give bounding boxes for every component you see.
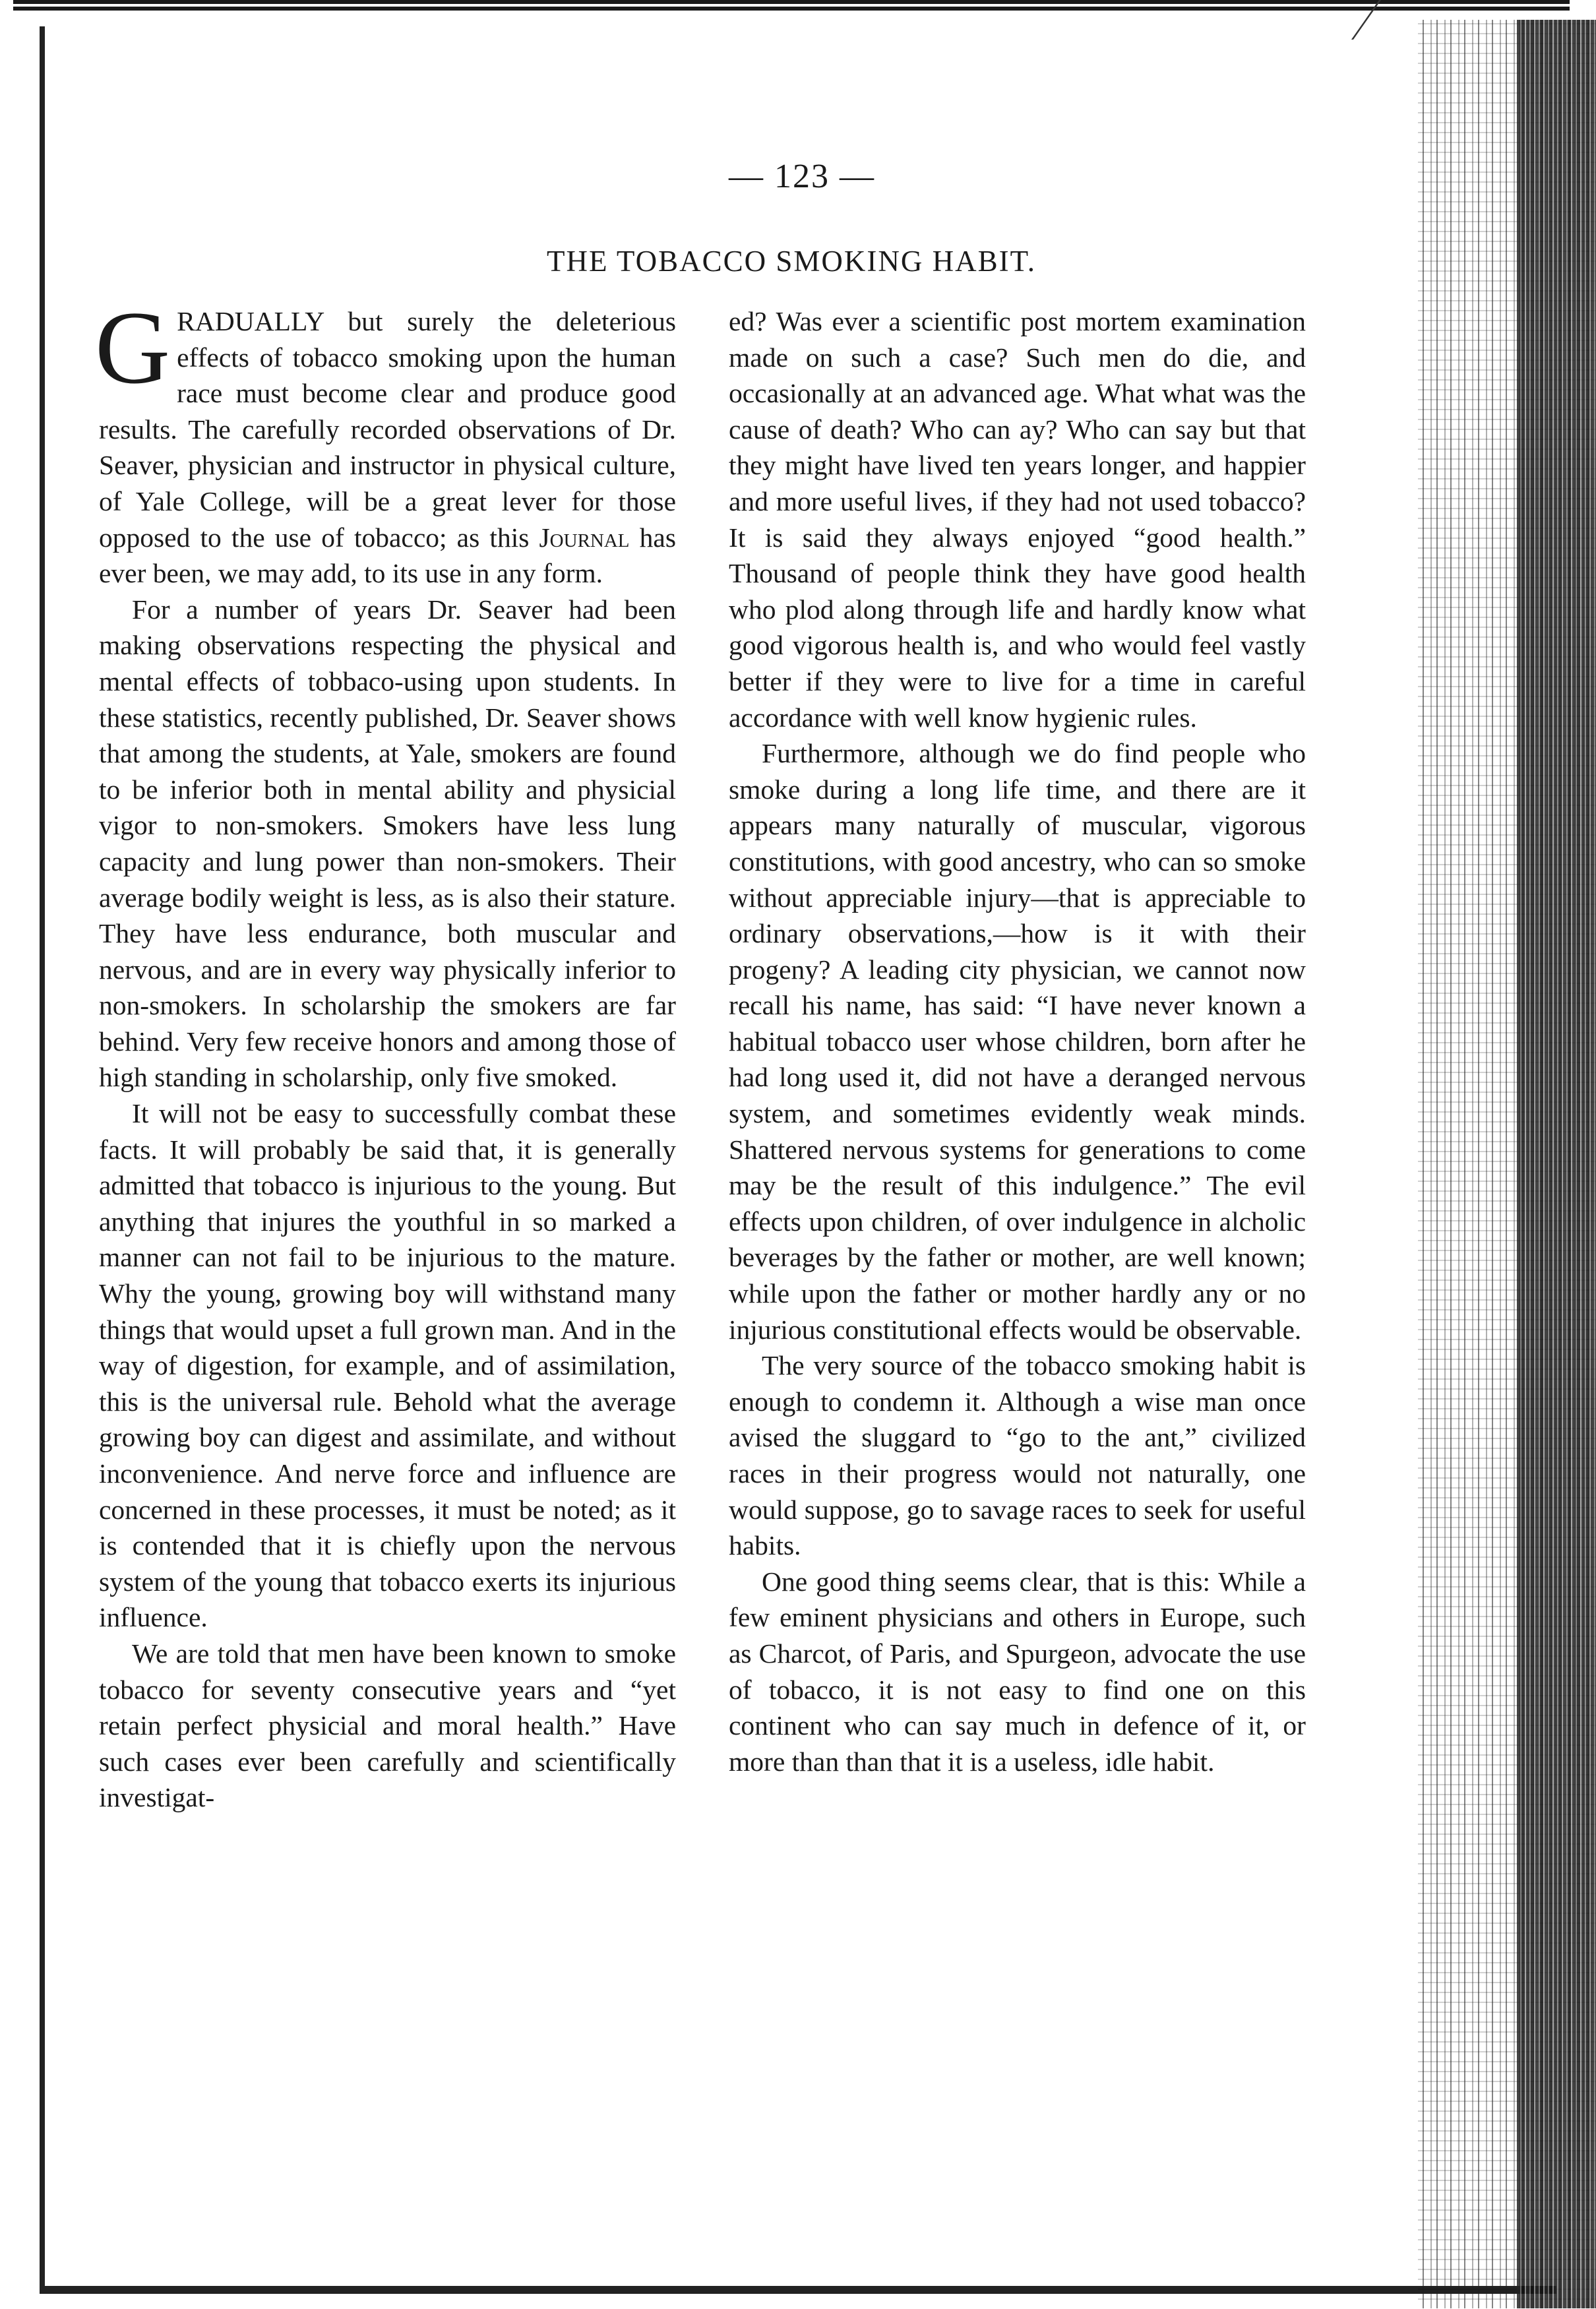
paragraph-1: [95, 290, 676, 592]
paragraph-7: One good thing seems clear, that is this: While a few eminent physicians and others in Europe, such as Charcot, of Paris, and Spurgeon, advocate the use of tobacco, it is not easy to find one on this continent who can say much in defence of it, or more than than that it is a useless, idle habit.: [729, 1566, 1306, 1777]
paragraph-1-text: RADUALLY but surely the deleterious effects of tobacco smoking upon the human race must become clear and produce good results. The carefully recorded observations of Dr. Seaver, physician and instructor in physical culture, of Yale College, will be a great lever for those opposed to the use of tobacco; as this: [99, 306, 676, 553]
paragraph-1-end: has ever been, we may add, to its use in any form.: [99, 522, 676, 589]
page-number: — 123 —: [729, 158, 875, 195]
paragraph-4: We are told that men have been known to smoke tobacco for seventy consecutive years and “yet retain perfect physicial and moral health.” Have such cases ever been carefully and scientifically investigat-: [99, 1638, 676, 1813]
right-column: [729, 303, 1306, 1779]
paragraph-5: Furthermore, although we do find people who smoke during a long life time, and there are it appears many naturally of muscular, vigorous constitutions, with good ancestry, who can so smoke without appreciable injury—that is appreciable to ordinary observations,—how is it with their progeny? A leading city physician, we cannot now recall his name, has said: “I have never known a habitual tobacco user whose children, born after he had long used it, did not have a deranged nervous system, and sometimes evidently weak minds. Shattered nervous systems for generations to come may be the result of this indulgence.” The evil effects upon children, of over indulgence in alcholic beverages by the father or mother, are well known; while upon the father or mother hardly any or no injurious constitutional effects would be observable.: [729, 738, 1306, 1345]
paragraph-2: For a number of years Dr. Seaver had been making observations respecting the physical and mental effects of tobbaco-using upon students. In these statistics, recently published, Dr. Seaver shows that among the students, at Yale, smokers are found to be inferior both in mental ability and physicial vigor to non-smokers. Smokers have less lung capacity and lung power than non-smokers. Their average bodily weight is less, as is also their stature. They have less endurance, both muscular and nervous, and are in every way physically inferior to non-smokers. In scholarship the smokers are far behind. Very few receive honors and among those of high standing in scholarship, only five smoked.: [99, 594, 676, 1093]
drop-cap: G: [95, 290, 171, 406]
paragraph-6: The very source of the tobacco smoking habit is enough to condemn it. Although a wise man once avised the sluggard to “go to the ant,” civilized races in their progress would not naturally, one would suppose, go to savage races to seek for useful habits.: [729, 1350, 1306, 1561]
bottom-border-rule: [40, 2286, 1556, 2294]
journal-name: Journal: [539, 522, 630, 553]
binding-edge: [1517, 20, 1596, 2308]
left-border-rule: [40, 26, 45, 2289]
article-title: THE TOBACCO SMOKING HABIT.: [546, 245, 1037, 278]
left-column: [95, 290, 676, 1816]
paragraph-3: It will not be easy to successfully combat these facts. It will probably be said that, it is generally admitted that tobacco is injurious to the young. But anything that injures the youthful in so marked a manner can not fail to be injurious to the mature. Why the young, growing boy will withstand many things that would upset a full grown man. And in the way of digestion, for example, and of assimilation, this is the universal rule. Behold what the average growing boy can digest and assimilate, and without inconvenience. And nerve force and influence are concerned in these processes, it must be noted; as it is contended that it is chiefly upon the nervous system of the young that tobacco exerts its injurious influence.: [99, 1098, 676, 1633]
top-border-rule: [13, 0, 1570, 15]
paragraph-4-continued: ed? Was ever a scientific post mortem examination made on such a case? Such men do die, and occasionally at an advanced age. What what was the cause of death? Who can ay? Who can say but that they might have lived ten years longer, and happier and more useful lives, if they had not used tobacco? It is said they always enjoyed “good health.” Thousand of people think they have good health who plod along through life and hardly know what good vigorous health is, and who would feel vastly better if they were to live for a time in careful accordance with well know hygienic rules.: [729, 306, 1306, 733]
